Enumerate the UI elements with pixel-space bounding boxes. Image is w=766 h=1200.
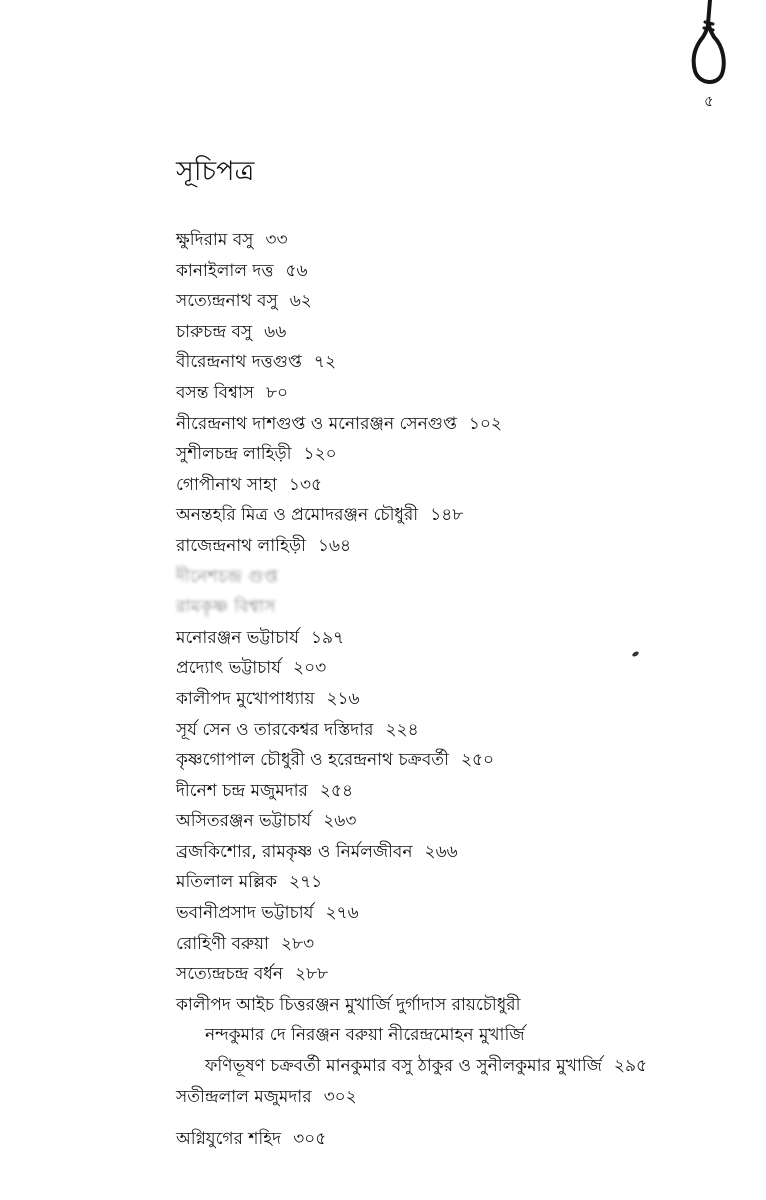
entry-name: মনোরঞ্জন ভট্টাচার্য [176,627,299,648]
entry-name: বীরেন্দ্রনাথ দত্তগুপ্ত [176,352,302,373]
entry-page: ২৭১ [289,872,323,893]
entry-name: সুশীলচন্দ্র লাহিড়ী [176,444,292,465]
entry-name: ভবানীপ্রসাদ ভট্টাচার্য [176,903,314,924]
entry-name: কৃষ্ণগোপাল চৌধুরী ও হরেন্দ্রনাথ চক্রবর্তী [176,750,449,771]
entry-name: প্রদ্যোৎ ভট্টাচার্য [176,658,282,679]
entry-name: নীরেন্দ্রনাথ দাশগুপ্ত ও মনোরঞ্জন সেনগুপ্ত [176,413,457,434]
toc-entry [176,898,736,929]
toc-entry [176,531,736,562]
toc-entry [176,347,736,378]
toc-entry [176,1082,736,1113]
toc-entry [176,500,736,531]
toc-entry [176,745,736,776]
toc-entry [176,806,736,837]
toc-entry [176,409,736,440]
entry-name: অসিতরঞ্জন ভট্টাচার্য [176,811,312,832]
entry-page: ৫৬ [285,260,308,281]
toc-entry-continued [176,1051,736,1082]
toc-entry-blurred [176,562,736,593]
entry-name: সূর্য সেন ও তারকেশ্বর দস্তিদার [176,719,374,740]
entry-name: রামকৃষ্ণ বিশ্বাস [176,597,276,618]
entry-page: ৬৬ [264,321,287,342]
entry-page: ১২০ [303,444,337,465]
entry-page: ২৫০ [460,750,495,771]
toc-entry [176,684,736,715]
page-title: সূচিপত্র [176,156,255,187]
entry-page: ২৬৩ [323,811,357,832]
entry-name: ফণিভূষণ চক্রবর্তী মানকুমার বসু ঠাকুর ও সুনীলকুমার মুখার্জি [205,1056,602,1077]
entry-page: ৩০২ [323,1086,357,1107]
toc-entry [176,623,736,654]
entry-name: ব্রজকিশোর, রামকৃষ্ণ ও নির্মলজীবন [176,841,413,862]
entry-page: ৩০৫ [293,1129,327,1150]
entry-page: ২৮৮ [294,964,329,985]
table-of-contents [176,225,736,1155]
entry-page: ২১৬ [326,688,360,709]
entry-name: সত্যেন্দ্রনাথ বসু [176,291,278,312]
toc-entry [176,715,736,746]
entry-page: ১৬৪ [317,535,352,556]
entry-name: কালীপদ আইচ চিত্তরঞ্জন মুখার্জি দুর্গাদাস রায়চৌধুরী [176,994,521,1015]
entry-page: ৩৩ [265,230,288,250]
noose-icon [678,0,738,98]
entry-page: ২২৪ [385,719,419,740]
toc-entry [176,1124,736,1155]
toc-entry [176,439,736,470]
entry-page: ৭২ [313,352,336,373]
entry-name: মতিলাল মল্লিক [176,872,278,893]
entry-name: দীনেশচন্দ্র গুপ্ত [176,566,279,587]
entry-name: রোহিণী বরুয়া [176,933,269,954]
toc-entry [176,256,736,287]
toc-entry [176,867,736,898]
entry-page: ১৪৮ [430,505,464,526]
entry-name: কালীপদ মুখোপাধ্যায় [176,688,315,709]
entry-page: ১৯৭ [311,627,345,648]
toc-entry [176,959,736,990]
toc-entry [176,929,736,960]
entry-page: ২৬৬ [424,841,458,862]
entry-page: ২০৩ [293,658,327,679]
entry-name: অনন্তহরি মিত্র ও প্রমোদরঞ্জন চৌধুরী [176,505,419,526]
entry-name: দীনেশ চন্দ্র মজুমদার [176,780,308,801]
toc-entry [176,225,736,256]
entry-name: রাজেন্দ্রনাথ লাহিড়ী [176,535,306,556]
toc-entry [176,470,736,501]
entry-name: ক্ষুদিরাম বসু [176,230,254,250]
page-number: ৫ [704,92,714,110]
entry-name: চারুচন্দ্র বসু [176,321,253,342]
toc-entry-blurred [176,592,736,623]
entry-page: ৮০ [266,382,289,403]
toc-entry [176,776,736,807]
entry-page: ২৫৪ [319,780,353,801]
entry-name: অগ্নিযুগের শহিদ [176,1129,282,1150]
entry-page: ১৩৫ [288,474,323,495]
entry-page: ২৮৩ [280,933,315,954]
entry-page: ২৯৫ [613,1056,648,1077]
toc-entry-continued [176,1020,736,1051]
entry-name: নন্দকুমার দে নিরঞ্জন বরুয়া নীরেন্দ্রমোহন মুখার্জি [205,1025,525,1046]
entry-name: বসন্ত বিশ্বাস [176,382,255,403]
entry-name: গোপীনাথ সাহা [176,474,277,495]
toc-entry [176,653,736,684]
toc-entry [176,286,736,317]
toc-entry [176,317,736,348]
entry-page: ৬২ [289,291,312,312]
entry-name: কানাইলাল দত্ত [176,260,274,281]
toc-entry [176,837,736,868]
entry-page: ১০২ [468,413,502,434]
entry-name: সত্যেন্দ্রচন্দ্র বর্ধন [176,964,283,985]
entry-page: ২৭৬ [325,903,359,924]
toc-entry [176,990,736,1021]
toc-entry [176,378,736,409]
entry-name: সতীন্দ্রলাল মজুমদার [176,1086,312,1107]
